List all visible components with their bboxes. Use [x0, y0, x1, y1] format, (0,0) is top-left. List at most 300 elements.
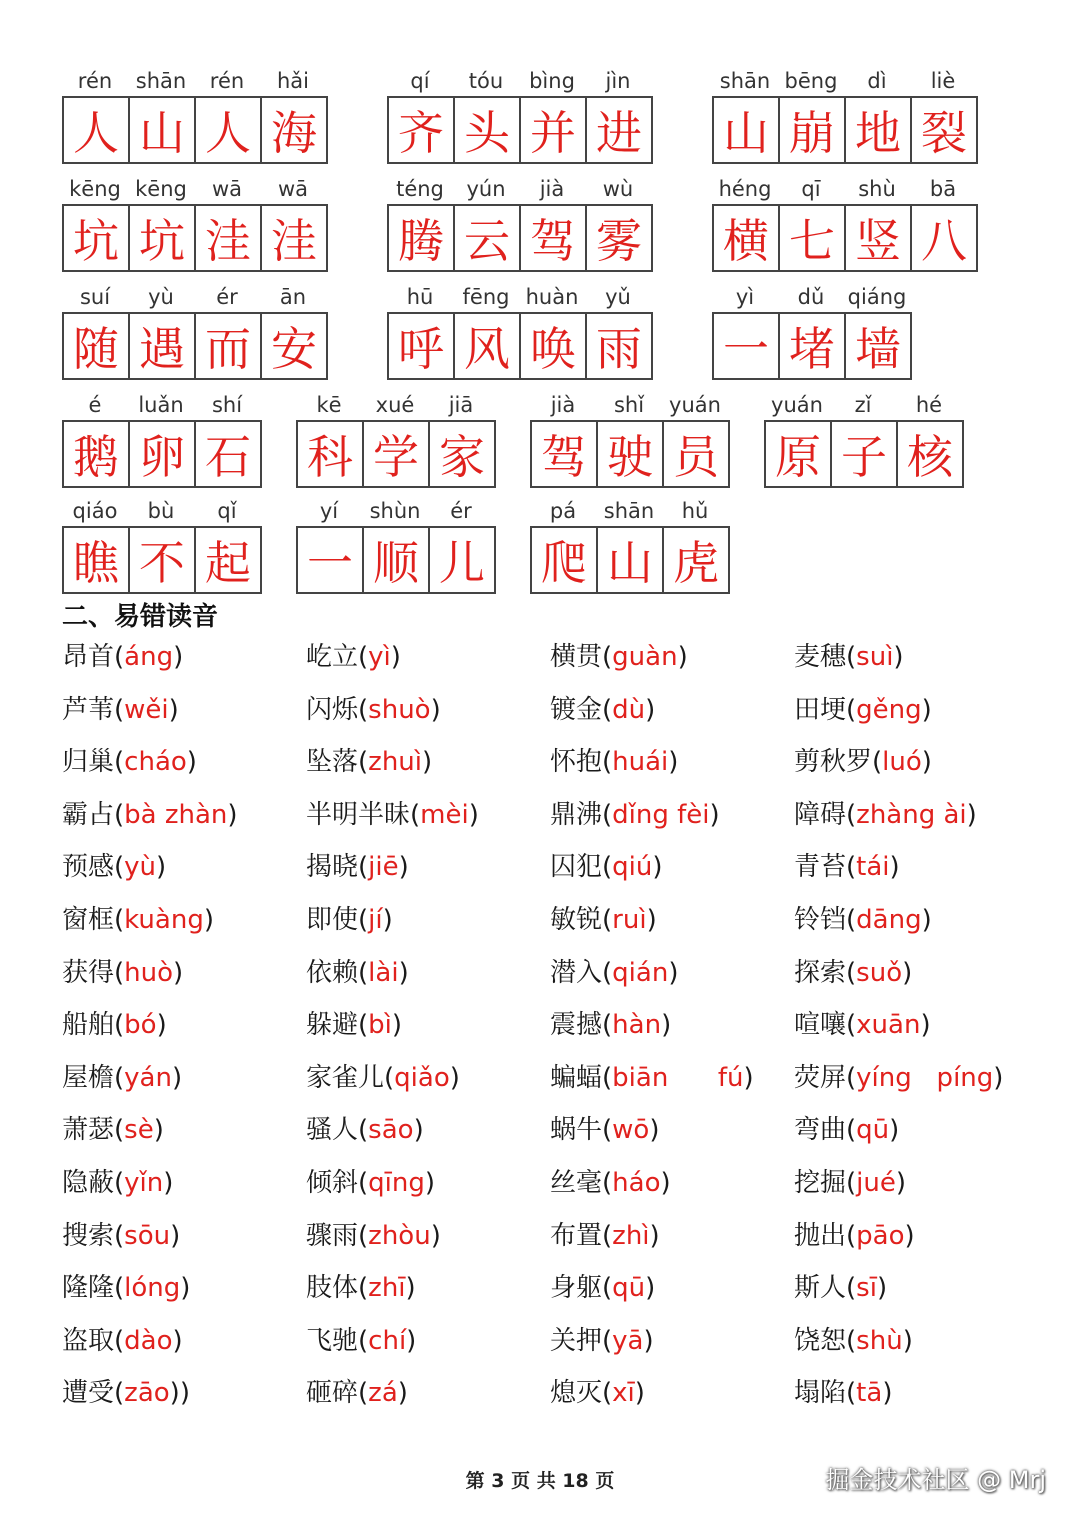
- character-cell: 顺: [364, 528, 430, 592]
- pinyin: bìng: [529, 69, 575, 93]
- open-paren: (: [114, 1325, 125, 1356]
- open-paren: (: [114, 1273, 125, 1304]
- close-paren: ): [993, 1062, 1004, 1093]
- character-cell: 驾: [532, 422, 598, 486]
- character-cell: 墙: [855, 322, 901, 376]
- close-paren: ): [876, 1273, 888, 1304]
- reading-item: [794, 1061, 1003, 1095]
- character-cell: 石: [205, 430, 251, 484]
- word: 麦穗: [794, 642, 847, 672]
- idiom-group: [712, 170, 978, 272]
- reading-item: [550, 1271, 655, 1305]
- word: 隐蔽: [62, 1168, 115, 1198]
- word: 敏锐: [550, 905, 603, 935]
- pinyin-row: [387, 170, 653, 204]
- word: 横贯: [550, 642, 603, 672]
- word: 怀抱: [550, 747, 603, 778]
- reading-item: [794, 1324, 913, 1358]
- word: 弯曲: [794, 1115, 847, 1146]
- reading-item: [550, 850, 663, 884]
- character-cell: 进: [596, 106, 642, 160]
- close-paren: ): [634, 1378, 645, 1409]
- answer-pinyin: sè: [124, 1115, 154, 1146]
- pinyin: yì: [735, 285, 755, 309]
- pinyin: qī: [801, 177, 821, 201]
- character-cell: 齐: [389, 98, 455, 162]
- open-paren: (: [114, 1062, 125, 1093]
- answer-pinyin: áng: [124, 642, 174, 672]
- open-paren: (: [602, 1273, 613, 1304]
- pinyin: zǐ: [854, 393, 872, 417]
- answer-pinyin: suì: [856, 642, 894, 672]
- open-paren: (: [846, 799, 857, 830]
- open-paren: (: [358, 1010, 369, 1041]
- close-paren: ): [203, 905, 214, 935]
- open-paren: (: [602, 1220, 613, 1251]
- pinyin: ān: [279, 285, 307, 309]
- answer-pinyin: qū: [856, 1115, 890, 1146]
- word: 身躯: [550, 1273, 603, 1304]
- word: 闪烁: [306, 694, 359, 725]
- open-paren: (: [358, 905, 369, 935]
- pinyin: kēng: [135, 177, 187, 201]
- character-boxes: [712, 312, 912, 380]
- character-boxes: [62, 96, 328, 164]
- answer-pinyin: yù: [124, 852, 157, 883]
- close-paren: ): [921, 747, 932, 778]
- close-paren: ): [171, 1062, 183, 1093]
- pinyin-row: [712, 278, 912, 312]
- close-paren: ): [652, 852, 663, 883]
- open-paren: (: [358, 747, 369, 778]
- close-paren: ): [895, 1168, 907, 1198]
- word: 铃铛: [794, 905, 847, 935]
- open-paren: (: [114, 747, 125, 778]
- character-cell: 一: [298, 528, 364, 592]
- word: 震撼: [550, 1010, 603, 1041]
- pinyin: shùn: [369, 499, 421, 523]
- reading-item: [550, 745, 678, 779]
- pinyin: jià: [539, 177, 565, 201]
- word: 半明半昧: [306, 799, 411, 830]
- character-boxes: [712, 96, 978, 164]
- character-cell: 虎: [673, 536, 719, 590]
- close-paren: ): [904, 1220, 915, 1251]
- reading-item: [306, 1219, 441, 1253]
- open-paren: (: [114, 694, 125, 725]
- pinyin: bā: [929, 177, 957, 201]
- open-paren: (: [602, 799, 613, 830]
- character-boxes: [296, 526, 496, 594]
- pinyin-row: [764, 386, 964, 420]
- character-boxes: [387, 204, 653, 272]
- close-paren: ): [156, 852, 167, 883]
- close-paren: ): [668, 957, 679, 988]
- answer-pinyin: zāo: [124, 1378, 170, 1409]
- open-paren: (: [846, 642, 857, 672]
- pinyin: yí: [319, 499, 339, 523]
- pinyin: bēng: [784, 69, 838, 93]
- close-paren: ): [430, 1220, 441, 1251]
- word: 喧嚷: [794, 1010, 847, 1041]
- pinyin: jià: [550, 393, 576, 417]
- character-cell: 瞧: [64, 528, 130, 592]
- character-cell: 裂: [921, 106, 967, 160]
- answer-pinyin: biān fú: [612, 1062, 744, 1093]
- word: 依赖: [306, 957, 359, 988]
- reading-item: [62, 1008, 167, 1042]
- pinyin: kēng: [69, 177, 121, 201]
- reading-item: [550, 1376, 645, 1410]
- reading-item: [794, 1166, 906, 1200]
- reading-item: [62, 798, 238, 832]
- close-paren: ): [449, 1062, 460, 1093]
- reading-item: [550, 640, 688, 674]
- word: 窗框: [62, 905, 115, 935]
- reading-item: [794, 745, 932, 779]
- pinyin-row: [62, 278, 328, 312]
- answer-pinyin: qiú: [612, 852, 653, 883]
- character-boxes: [530, 526, 730, 594]
- answer-pinyin: wěi: [124, 694, 169, 725]
- answer-pinyin: lài: [368, 957, 399, 988]
- close-paren: ): [645, 1273, 656, 1304]
- character-cell: 云: [455, 206, 521, 270]
- reading-item: [62, 1113, 164, 1147]
- answer-pinyin: dāng: [856, 905, 922, 935]
- character-cell: 爬: [532, 528, 598, 592]
- reading-item: [306, 1166, 435, 1200]
- open-paren: (: [846, 1325, 857, 1356]
- close-paren: ): [709, 799, 720, 830]
- character-cell: 儿: [439, 536, 485, 590]
- answer-pinyin: jí: [368, 905, 383, 935]
- pinyin-row: [62, 170, 328, 204]
- reading-item: [794, 1219, 915, 1253]
- close-paren: ): [156, 1010, 167, 1041]
- reading-item: [794, 1376, 892, 1410]
- close-paren: ): [468, 799, 479, 830]
- reading-item: [62, 1061, 182, 1095]
- open-paren: (: [358, 957, 369, 988]
- open-paren: (: [846, 694, 857, 725]
- reading-item: [306, 693, 441, 727]
- open-paren: (: [114, 1378, 125, 1409]
- reading-item: [62, 903, 214, 937]
- answer-pinyin: yíng píng: [856, 1062, 994, 1093]
- pinyin: qiáng: [847, 285, 907, 309]
- close-paren: ): [743, 1062, 754, 1093]
- character-cell: 腾: [389, 206, 455, 270]
- answer-pinyin: shuò: [368, 694, 431, 725]
- answer-pinyin: huò: [124, 957, 174, 988]
- character-cell: 崩: [780, 98, 846, 162]
- open-paren: (: [358, 694, 369, 725]
- reading-item: [306, 1271, 416, 1305]
- answer-pinyin: dǐng fèi: [612, 799, 710, 830]
- word: 遭受: [62, 1378, 115, 1409]
- close-paren: ): [173, 957, 184, 988]
- answer-pinyin: suǒ: [856, 957, 903, 988]
- character-cell: 山: [130, 98, 196, 162]
- answer-pinyin: cháo: [124, 747, 187, 778]
- close-paren: ): [889, 852, 900, 883]
- close-paren: ): [430, 694, 441, 725]
- word: 关押: [550, 1325, 603, 1356]
- close-paren: ): [172, 1325, 183, 1356]
- word: 探索: [794, 957, 847, 988]
- pinyin: qí: [410, 69, 430, 93]
- idiom-group: [530, 386, 730, 488]
- open-paren: (: [114, 852, 125, 883]
- open-paren: (: [602, 1325, 613, 1356]
- reading-item: [794, 798, 977, 832]
- close-paren: ): [170, 1220, 181, 1251]
- pinyin-row: [530, 386, 730, 420]
- pinyin: hé: [915, 393, 943, 417]
- open-paren: (: [846, 1062, 857, 1093]
- open-paren: (: [846, 957, 857, 988]
- character-cell: 科: [298, 422, 364, 486]
- answer-pinyin: dù: [612, 694, 646, 725]
- character-cell: 海: [271, 106, 317, 160]
- character-cell: 不: [130, 528, 196, 592]
- word: 盗取: [62, 1325, 115, 1356]
- reading-item: [306, 798, 479, 832]
- answer-pinyin: luó: [882, 747, 922, 778]
- character-cell: 遇: [130, 314, 196, 378]
- answer-pinyin: zhī: [368, 1273, 406, 1304]
- close-paren: ): [889, 1115, 900, 1146]
- character-cell: 驶: [598, 422, 664, 486]
- reading-item: [794, 903, 932, 937]
- pinyin: yuán: [669, 393, 721, 417]
- answer-pinyin: sāo: [368, 1115, 414, 1146]
- pinyin-row: [62, 386, 262, 420]
- character-boxes: [530, 420, 730, 488]
- reading-item: [550, 903, 657, 937]
- word: 肢体: [306, 1273, 359, 1304]
- pinyin: kē: [316, 393, 342, 417]
- idiom-group: [62, 170, 328, 272]
- reading-item: [62, 693, 179, 727]
- reading-item: [550, 693, 655, 727]
- answer-pinyin: tái: [856, 852, 890, 883]
- reading-item: [62, 956, 183, 990]
- character-cell: 并: [521, 98, 587, 162]
- answer-pinyin: jué: [856, 1168, 896, 1198]
- page-footer: 第 3 页 共 18 页: [465, 1470, 615, 1492]
- pinyin: luǎn: [138, 393, 184, 417]
- reading-item: [306, 1324, 416, 1358]
- answer-pinyin: gěng: [856, 694, 922, 725]
- word: 搜索: [62, 1220, 115, 1251]
- reading-item: [550, 1008, 671, 1042]
- pinyin: pá: [549, 499, 577, 523]
- answer-pinyin: pāo: [856, 1220, 905, 1251]
- open-paren: (: [846, 1220, 857, 1251]
- word: 芦苇: [62, 694, 115, 725]
- pinyin: hǔ: [681, 499, 709, 523]
- character-boxes: [62, 312, 328, 380]
- word: 塌陷: [794, 1378, 847, 1409]
- reading-item: [550, 1219, 660, 1253]
- close-paren: ): [677, 642, 688, 672]
- character-cell: 雨: [596, 322, 642, 376]
- close-paren: ): [921, 694, 932, 725]
- pinyin: hǎi: [276, 69, 309, 93]
- pinyin: yǔ: [605, 285, 631, 309]
- open-paren: (: [114, 642, 125, 672]
- pinyin: shān: [135, 69, 187, 93]
- character-cell: 七: [780, 206, 846, 270]
- idiom-group: [712, 278, 912, 380]
- answer-pinyin: qiǎo: [394, 1062, 450, 1093]
- close-paren: ): [406, 1325, 417, 1356]
- character-cell: 学: [364, 422, 430, 486]
- close-paren: ): [398, 957, 409, 988]
- reading-item: [794, 640, 904, 674]
- pinyin: ér: [450, 499, 472, 523]
- pinyin: hū: [406, 285, 434, 309]
- answer-pinyin: tā: [856, 1378, 883, 1409]
- pinyin: dǔ: [797, 285, 825, 309]
- close-paren: ): [966, 799, 977, 830]
- pinyin: yuán: [771, 393, 823, 417]
- reading-item: [306, 956, 409, 990]
- pinyin: ér: [216, 285, 238, 309]
- character-cell: 卵: [130, 422, 196, 486]
- answer-pinyin: sōu: [124, 1220, 171, 1251]
- close-paren: ): [920, 1010, 931, 1041]
- character-cell: 竖: [846, 206, 912, 270]
- word: 屋檐: [62, 1062, 115, 1093]
- pinyin: xué: [375, 393, 415, 417]
- pinyin: tóu: [468, 69, 504, 93]
- word: 熄灭: [550, 1378, 603, 1409]
- character-cell: 鹅: [64, 422, 130, 486]
- character-cell: 雾: [596, 214, 642, 268]
- idiom-group: [296, 492, 496, 594]
- pinyin-row: [387, 62, 653, 96]
- close-paren: ): [668, 747, 679, 778]
- open-paren: (: [358, 642, 369, 672]
- character-cell: 原: [766, 422, 832, 486]
- idiom-group: [62, 492, 262, 594]
- character-cell: 山: [714, 98, 780, 162]
- close-paren: ): [646, 905, 657, 935]
- word: 斯人: [794, 1273, 847, 1304]
- word: 船舶: [62, 1010, 115, 1041]
- answer-pinyin: mèi: [420, 799, 469, 830]
- answer-pinyin: huái: [612, 747, 669, 778]
- character-cell: 员: [673, 430, 719, 484]
- answer-pinyin: yǐn: [124, 1168, 164, 1198]
- close-paren: ): [645, 694, 656, 725]
- word: 倾斜: [306, 1168, 359, 1198]
- word: 归巢: [62, 747, 115, 778]
- close-paren: ): [227, 799, 238, 830]
- answer-pinyin: lóng: [124, 1273, 181, 1304]
- answer-pinyin: kuàng: [124, 905, 204, 935]
- idiom-group: [296, 386, 496, 488]
- open-paren: (: [358, 1325, 369, 1356]
- character-cell: 横: [714, 206, 780, 270]
- pinyin: é: [88, 393, 102, 417]
- close-paren: ): [173, 642, 184, 672]
- close-paren: ): [186, 747, 197, 778]
- close-paren: ): [391, 1010, 403, 1041]
- word: 家雀儿: [306, 1062, 385, 1093]
- word: 骚人: [306, 1115, 359, 1146]
- pinyin-row: [712, 170, 978, 204]
- idiom-group: [387, 170, 653, 272]
- answer-pinyin: zhòu: [368, 1220, 431, 1251]
- pinyin: wù: [602, 177, 634, 201]
- answer-pinyin: zá: [368, 1378, 398, 1409]
- character-cell: 人: [64, 98, 130, 162]
- open-paren: (: [114, 799, 125, 830]
- pinyin: dì: [867, 69, 887, 93]
- open-paren: (: [114, 957, 125, 988]
- close-paren: ): [390, 642, 401, 672]
- pinyin: huàn: [525, 285, 579, 309]
- pinyin: jiā: [448, 393, 474, 417]
- reading-item: [62, 640, 183, 674]
- close-paren: ): [643, 1325, 654, 1356]
- pinyin: wā: [277, 177, 309, 201]
- word: 田埂: [794, 694, 847, 725]
- character-boxes: [387, 312, 653, 380]
- close-paren: ): [413, 1115, 424, 1146]
- character-boxes: [62, 420, 262, 488]
- word: 障碍: [794, 799, 847, 830]
- idiom-group: [62, 62, 328, 164]
- character-boxes: [62, 526, 262, 594]
- open-paren: (: [114, 1168, 125, 1198]
- word: 挖掘: [794, 1168, 847, 1198]
- answer-pinyin: zhuì: [368, 747, 422, 778]
- pinyin: héng: [718, 177, 772, 201]
- word: 即使: [306, 905, 359, 935]
- answer-pinyin: zhàng ài: [856, 799, 967, 830]
- reading-item: [306, 1376, 408, 1410]
- close-paren: ): [168, 694, 179, 725]
- pinyin: yún: [466, 177, 506, 201]
- reading-item: [62, 1166, 173, 1200]
- close-paren: ): [424, 1168, 436, 1198]
- close-paren: ): [382, 905, 393, 935]
- character-cell: 呼: [389, 314, 455, 378]
- idiom-group: [712, 62, 978, 164]
- reading-item: [794, 1008, 931, 1042]
- close-paren: ): [649, 1220, 660, 1251]
- word: 抛出: [794, 1220, 847, 1251]
- close-paren: ): [649, 1115, 660, 1146]
- answer-pinyin: sī: [856, 1273, 877, 1304]
- reading-item: [794, 693, 932, 727]
- answer-pinyin: yì: [368, 642, 391, 672]
- answer-pinyin: qū: [612, 1273, 646, 1304]
- open-paren: (: [358, 1273, 369, 1304]
- answer-pinyin: wō: [612, 1115, 650, 1146]
- pinyin-row: [712, 62, 978, 96]
- idiom-group: [530, 492, 730, 594]
- open-paren: (: [114, 1115, 125, 1146]
- open-paren: (: [872, 747, 883, 778]
- pinyin: suí: [79, 285, 111, 309]
- word: 坠落: [306, 747, 359, 778]
